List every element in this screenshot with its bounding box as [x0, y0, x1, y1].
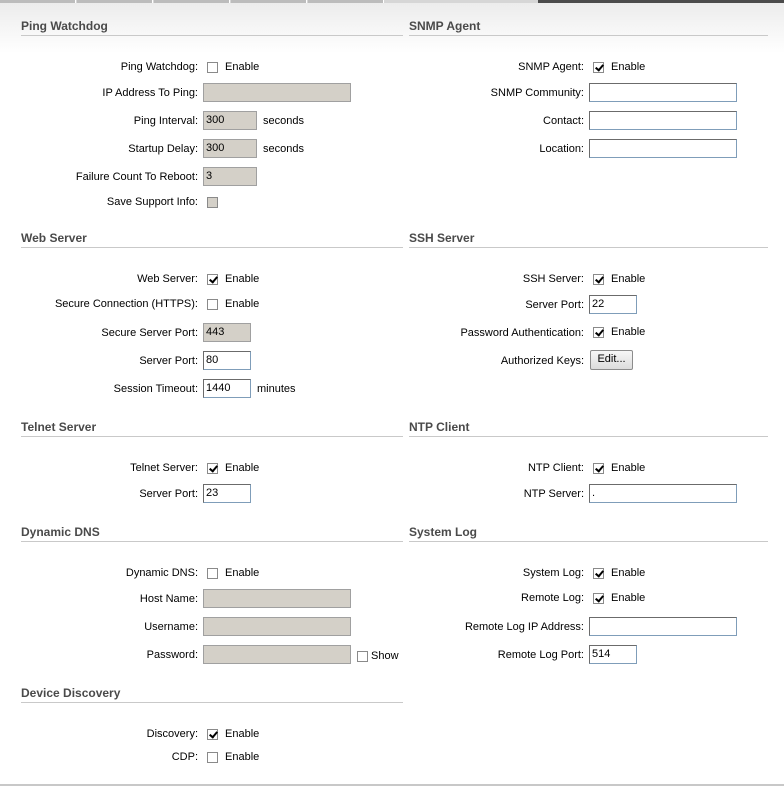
ssh-port-label: Server Port:	[525, 299, 584, 311]
section-divider	[409, 541, 768, 542]
https-label: Secure Connection (HTTPS):	[54, 298, 198, 310]
remote-log-label: Remote Log:	[521, 592, 584, 604]
section-title-web-server: Web Server	[21, 231, 87, 245]
ntp-client-enable-label: Enable	[611, 462, 646, 474]
remote-log-port-input[interactable]: 514	[589, 645, 637, 664]
contact-label: Contact:	[543, 115, 584, 127]
section-title-ping-watchdog: Ping Watchdog	[21, 19, 108, 33]
show-password-label: Show	[371, 650, 399, 662]
secure-server-port-input[interactable]: 443	[203, 323, 251, 342]
section-divider	[21, 247, 403, 248]
ping-watchdog-label: Ping Watchdog:	[120, 61, 198, 73]
secure-server-port-label: Secure Server Port:	[101, 327, 198, 339]
https-enable-label: Enable	[225, 298, 260, 310]
ping-watchdog-enable-checkbox[interactable]	[207, 62, 218, 73]
username-label: Username:	[144, 621, 198, 633]
remote-log-ip-label: Remote Log IP Address:	[464, 621, 584, 633]
startup-delay-input[interactable]: 300	[203, 139, 257, 158]
section-title-dynamic-dns: Dynamic DNS	[21, 525, 100, 539]
password-input[interactable]	[203, 645, 351, 664]
ping-watchdog-enable-label: Enable	[225, 61, 260, 73]
dynamic-dns-enable-label: Enable	[225, 567, 260, 579]
web-server-port-label: Server Port:	[139, 355, 198, 367]
host-name-label: Host Name:	[139, 593, 198, 605]
contact-input[interactable]	[589, 111, 737, 130]
section-title-telnet-server: Telnet Server	[21, 420, 97, 434]
section-title-device-discovery: Device Discovery	[21, 686, 121, 700]
remote-log-enable-checkbox[interactable]	[593, 593, 604, 604]
ntp-client-enable-checkbox[interactable]	[593, 463, 604, 474]
telnet-server-enable-label: Enable	[225, 462, 260, 474]
web-server-enable-label: Enable	[225, 273, 260, 285]
telnet-port-label: Server Port:	[139, 488, 198, 500]
host-name-input[interactable]	[203, 589, 351, 608]
authorized-keys-label: Authorized Keys:	[500, 355, 584, 367]
snmp-agent-enable-label: Enable	[611, 61, 646, 73]
session-timeout-input[interactable]: 1440	[203, 379, 251, 398]
system-log-enable-checkbox[interactable]	[593, 568, 604, 579]
snmp-community-input[interactable]	[589, 83, 737, 102]
section-divider	[409, 436, 768, 437]
section-divider	[21, 35, 403, 36]
section-title-snmp-agent: SNMP Agent	[409, 19, 481, 33]
failure-count-label: Failure Count To Reboot:	[75, 171, 198, 183]
web-server-label: Web Server:	[137, 273, 198, 285]
https-enable-checkbox[interactable]	[207, 299, 218, 310]
remote-log-ip-input[interactable]	[589, 617, 737, 636]
show-password-checkbox[interactable]	[357, 651, 368, 662]
cdp-enable-label: Enable	[225, 751, 260, 763]
ntp-client-label: NTP Client:	[527, 462, 584, 474]
startup-delay-unit: seconds	[263, 143, 304, 155]
system-log-label: System Log:	[522, 567, 584, 579]
startup-delay-label: Startup Delay:	[128, 143, 198, 155]
password-auth-enable-label: Enable	[611, 326, 646, 338]
section-title-system-log: System Log	[409, 525, 478, 539]
web-server-port-input[interactable]: 80	[203, 351, 251, 370]
location-label: Location:	[539, 143, 584, 155]
password-label: Password:	[146, 649, 198, 661]
ping-interval-unit: seconds	[263, 115, 304, 127]
ping-interval-input[interactable]: 300	[203, 111, 257, 130]
cdp-label: CDP:	[171, 751, 198, 763]
telnet-server-enable-checkbox[interactable]	[207, 463, 218, 474]
snmp-agent-label: SNMP Agent:	[518, 61, 584, 73]
section-divider	[21, 541, 403, 542]
section-title-ntp-client: NTP Client	[409, 420, 470, 434]
discovery-label: Discovery:	[146, 728, 198, 740]
ssh-server-label: SSH Server:	[522, 273, 584, 285]
system-log-enable-label: Enable	[611, 567, 646, 579]
ssh-server-enable-checkbox[interactable]	[593, 274, 604, 285]
ssh-port-input[interactable]: 22	[589, 295, 637, 314]
save-support-info-label: Save Support Info:	[106, 196, 198, 208]
authorized-keys-edit-button[interactable]: Edit...	[590, 350, 633, 370]
ping-interval-label: Ping Interval:	[133, 115, 198, 127]
section-divider	[409, 35, 768, 36]
section-divider	[21, 436, 403, 437]
section-title-ssh-server: SSH Server	[409, 231, 475, 245]
header-gradient	[0, 3, 784, 53]
ntp-server-input[interactable]: .	[589, 484, 737, 503]
session-timeout-label: Session Timeout:	[113, 383, 198, 395]
snmp-agent-enable-checkbox[interactable]	[593, 62, 604, 73]
password-auth-enable-checkbox[interactable]	[593, 327, 604, 338]
telnet-server-label: Telnet Server:	[130, 462, 198, 474]
ip-to-ping-label: IP Address To Ping:	[102, 87, 198, 99]
password-auth-label: Password Authentication:	[460, 327, 584, 339]
location-input[interactable]	[589, 139, 737, 158]
ssh-server-enable-label: Enable	[611, 273, 646, 285]
section-divider	[409, 247, 768, 248]
save-support-info-checkbox[interactable]	[207, 197, 218, 208]
section-divider	[21, 702, 403, 703]
discovery-enable-checkbox[interactable]	[207, 729, 218, 740]
web-server-enable-checkbox[interactable]	[207, 274, 218, 285]
username-input[interactable]	[203, 617, 351, 636]
ntp-server-label: NTP Server:	[523, 488, 584, 500]
snmp-community-label: SNMP Community:	[490, 87, 584, 99]
dynamic-dns-label: Dynamic DNS:	[125, 567, 198, 579]
remote-log-port-label: Remote Log Port:	[497, 649, 584, 661]
discovery-enable-label: Enable	[225, 728, 260, 740]
dynamic-dns-enable-checkbox[interactable]	[207, 568, 218, 579]
cdp-enable-checkbox[interactable]	[207, 752, 218, 763]
failure-count-input[interactable]: 3	[203, 167, 257, 186]
ip-to-ping-input[interactable]	[203, 83, 351, 102]
session-timeout-unit: minutes	[257, 383, 296, 395]
telnet-port-input[interactable]: 23	[203, 484, 251, 503]
remote-log-enable-label: Enable	[611, 592, 646, 604]
